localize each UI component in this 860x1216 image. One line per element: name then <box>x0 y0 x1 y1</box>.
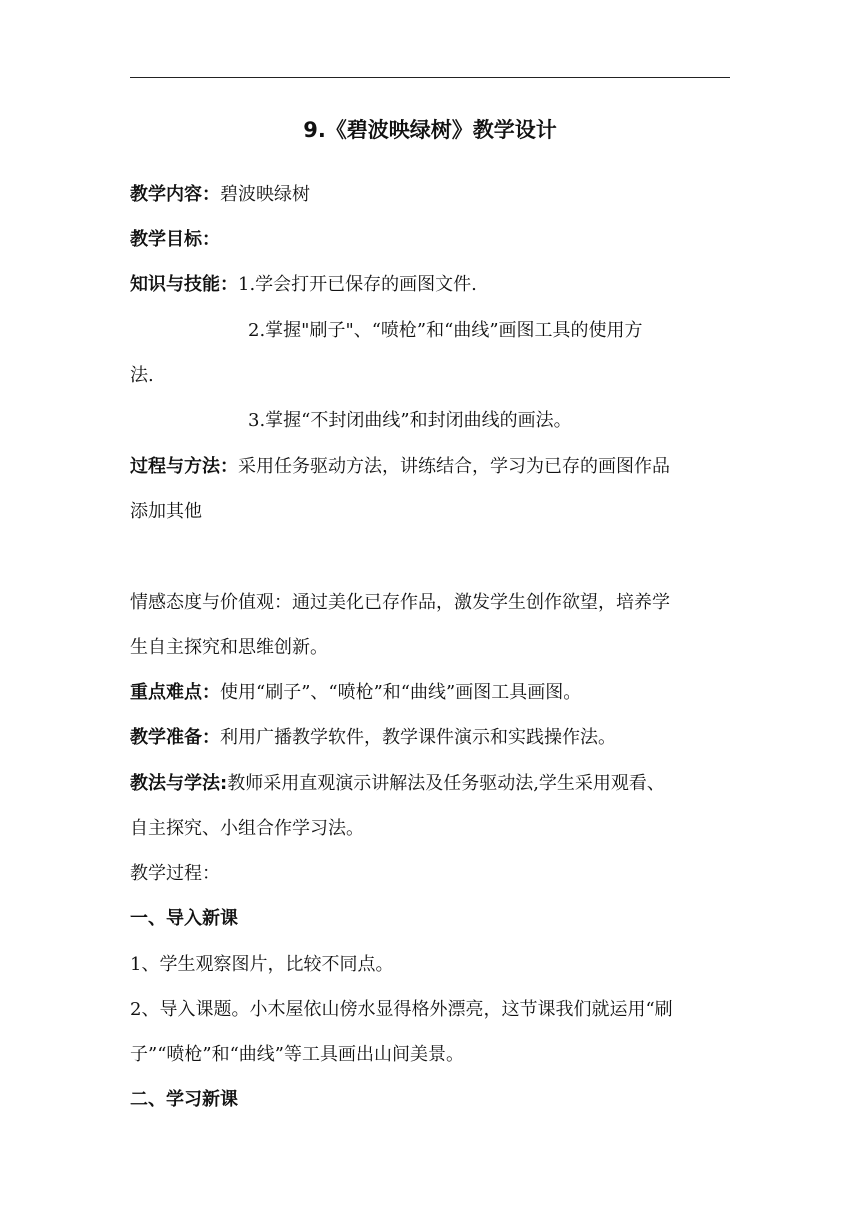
content-label: 教学内容： <box>130 184 220 205</box>
header-rule <box>130 77 730 78</box>
key-points-label: 重点难点： <box>130 682 220 703</box>
section-1-item-2-cont: 子”“喷枪”和“曲线”等工具画出山间美景。 <box>130 1044 465 1065</box>
content-value: 碧波映绿树 <box>220 184 310 205</box>
section-1-item-1: 1、学生观察图片，比较不同点。 <box>130 954 394 975</box>
document-title: 9.《碧波映绿树》教学设计 <box>303 118 557 142</box>
goals-line <box>130 227 730 253</box>
process-method-value: 采用任务驱动方法，讲练结合，学习为已存的画图作品 <box>238 456 670 477</box>
methods-cont: 自主探究、小组合作学习法。 <box>130 818 364 839</box>
process-method-line <box>130 454 730 480</box>
section-1-item-2: 2、导入课题。小木屋依山傍水显得格外漂亮，这节课我们就运用“刷 <box>130 999 673 1020</box>
preparation-line <box>130 725 730 751</box>
emotion-line-1: 情感态度与价值观：通过美化已存作品，激发学生创作欲望，培养学 <box>130 592 670 613</box>
skills-label: 知识与技能： <box>130 274 238 295</box>
skills-item-1: 1.学会打开已保存的画图文件. <box>238 274 477 295</box>
key-points-line <box>130 680 730 706</box>
methods-value: 教师采用直观演示讲解法及任务驱动法,学生采用观看、 <box>227 773 665 794</box>
skills-item-3: 3.掌握“不封闭曲线”和封闭曲线的画法。 <box>248 410 572 431</box>
skills-item-2 <box>248 318 730 344</box>
process-method-label: 过程与方法： <box>130 456 238 477</box>
content-line <box>130 182 730 208</box>
goals-label: 教学目标： <box>130 229 220 250</box>
skills-line <box>130 272 730 298</box>
preparation-label: 教学准备： <box>130 727 220 748</box>
skills-item-2-cont: 法. <box>130 365 154 386</box>
skills-item-2-text: 2.掌握"刷子"、“喷枪”和“曲线”画图工具的使用方 <box>248 320 643 341</box>
methods-label: 教法与学法: <box>130 773 228 794</box>
preparation-value: 利用广播教学软件，教学课件演示和实践操作法。 <box>220 727 616 748</box>
process-method-cont: 添加其他 <box>130 501 202 522</box>
emotion-line-2: 生自主探究和思维创新。 <box>130 637 328 658</box>
section-1-heading: 一、导入新课 <box>130 908 238 929</box>
process-label: 教学过程： <box>130 863 220 884</box>
section-2-heading: 二、学习新课 <box>130 1089 238 1110</box>
methods-line <box>130 771 730 797</box>
key-points-value: 使用“刷子”、“喷枪”和“曲线”画图工具画图。 <box>220 682 582 703</box>
